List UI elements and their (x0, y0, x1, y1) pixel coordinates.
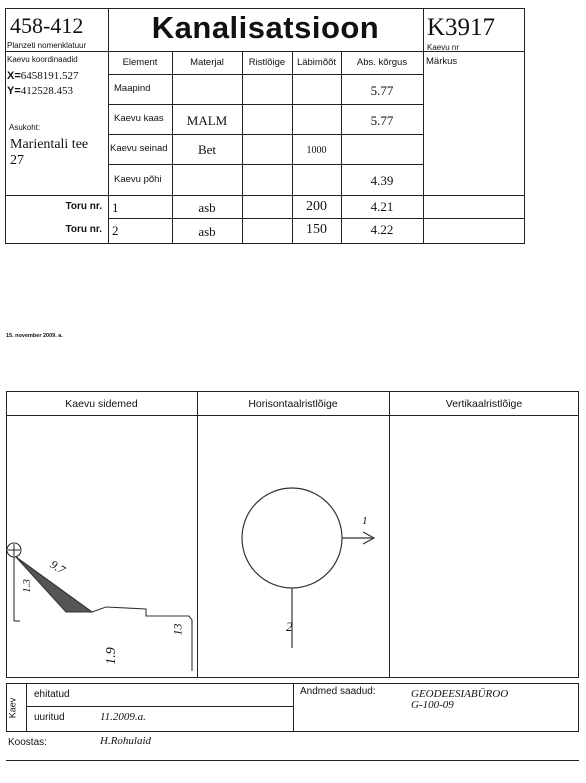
col-header-notes: Märkus (426, 56, 458, 67)
pipe-label: Toru nr. (65, 201, 102, 212)
col-header-abs-height: Abs. kõrgus (356, 57, 408, 68)
data-source-value: GEODEESIABÜROO (411, 688, 509, 700)
divider (389, 391, 390, 678)
connections-sketch (6, 416, 197, 678)
table-cell: 4.21 (370, 199, 394, 214)
divider (26, 706, 293, 707)
divider (108, 74, 423, 75)
footer-side-label: Kaev (7, 697, 18, 719)
col-header-diameter: Läbimõõt (296, 57, 337, 68)
row-label: Kaevu seinad (110, 143, 168, 154)
panel-title-connections: Kaevu sidemed (65, 398, 138, 410)
coord-x-value: 6458191.527 (20, 70, 79, 82)
coord-y (7, 85, 73, 97)
hand-label-c: 1.9 (103, 647, 119, 665)
divider (6, 760, 579, 761)
divider (341, 51, 342, 244)
coord-x-label: X= (7, 70, 21, 82)
divider (108, 104, 423, 105)
date-line: 15. november 2009. a. (6, 333, 63, 339)
table-cell: 5.77 (370, 113, 394, 128)
divider (108, 134, 423, 135)
coords-label: Kaevu koordinaadid (7, 55, 78, 64)
divider (108, 164, 423, 165)
panel-title-horizontal: Horisontaalristlõige (248, 398, 338, 410)
pipe-label: Toru nr. (65, 224, 102, 235)
col-header-element: Element (122, 57, 158, 68)
row-label: Maapind (114, 83, 151, 94)
table-cell: 5.77 (370, 83, 394, 98)
table-cell: asb (198, 200, 216, 215)
panel-title-vertical: Vertikaalristlõige (445, 398, 523, 410)
row-label: Kaevu põhi (114, 174, 162, 185)
sheet-number: 458-412 (10, 13, 84, 38)
data-source-label: Andmed saadud: (300, 686, 376, 697)
divider (293, 683, 294, 732)
sheet-label: Planzeti nomenklatuur (7, 41, 87, 50)
pipe-number: 1 (112, 200, 119, 215)
table-cell: 1000 (306, 145, 327, 156)
surveyed-label: uuritud (34, 712, 65, 723)
pipe-2-label: 2 (286, 619, 293, 634)
surveyed-value: 11.2009.a. (100, 711, 146, 723)
coord-y-value: 412528.453 (20, 85, 74, 97)
hand-label-a: 9.7 (47, 557, 68, 577)
hand-label-b: 1.3 (20, 579, 33, 593)
location-line2: 27 (10, 153, 24, 168)
page-title: Kanalisatsioon (151, 10, 380, 45)
table-cell: Bet (197, 142, 217, 157)
table-cell: 4.39 (370, 173, 394, 188)
table-cell: 150 (306, 222, 327, 237)
divider (108, 195, 525, 196)
coord-x (7, 70, 79, 82)
col-header-material: Materjal (190, 57, 224, 68)
divider (108, 218, 525, 219)
table-cell: MALM (186, 113, 228, 128)
author-label: Koostas: (8, 737, 47, 748)
location-label: Asukoht: (9, 123, 41, 132)
built-label: ehitatud (34, 689, 70, 700)
table-cell: 4.22 (370, 222, 394, 237)
well-label: Kaevu nr (427, 43, 460, 52)
horizontal-section-sketch (197, 416, 389, 678)
row-label: Kaevu kaas (114, 113, 164, 124)
divider (423, 8, 424, 244)
data-source-code: G-100-09 (411, 699, 454, 711)
pipe-number: 2 (112, 223, 119, 238)
divider (5, 195, 108, 196)
pipe-1-label: 1 (362, 515, 368, 527)
well-outline (242, 488, 342, 588)
table-cell: asb (198, 224, 216, 239)
divider (108, 51, 525, 52)
divider (26, 683, 27, 732)
divider (242, 51, 243, 244)
location-line1: Marientali tee (10, 137, 89, 152)
coord-y-label: Y= (7, 85, 21, 97)
author-value: H.Rohulaid (100, 735, 152, 747)
col-header-cross-section: Ristlõige (248, 57, 286, 68)
hand-label-d: 13 (170, 623, 185, 636)
divider (5, 51, 108, 52)
table-cell: 200 (306, 199, 327, 214)
well-number: K3917 (427, 14, 496, 41)
